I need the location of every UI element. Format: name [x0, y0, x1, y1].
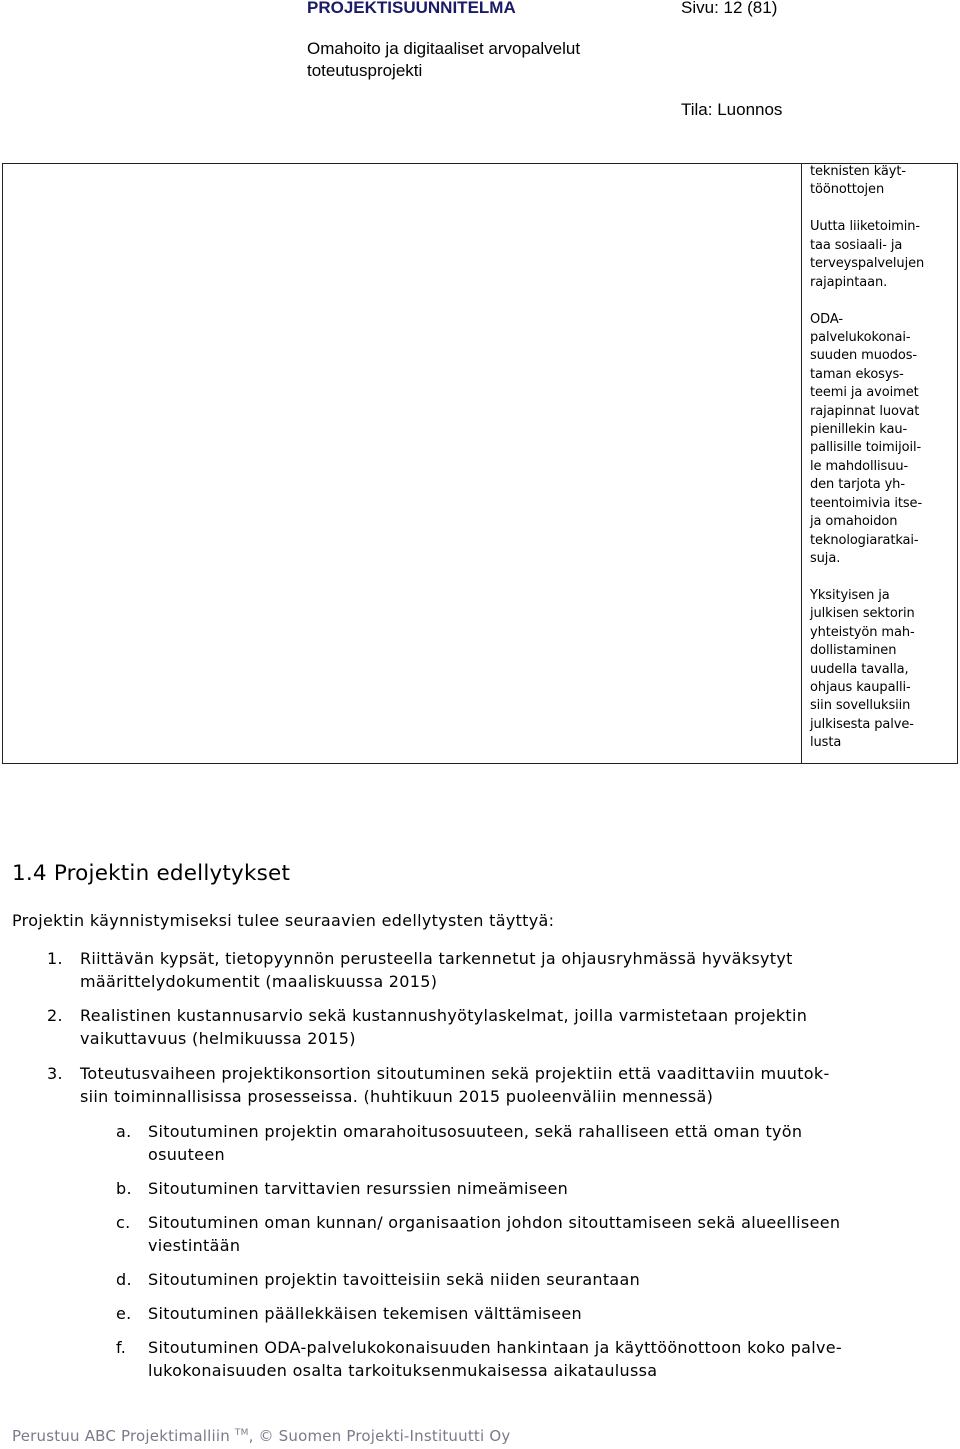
cell-line: julkisen sektorin	[810, 606, 915, 622]
sublist-item-line: Sitoutuminen ODA-palvelukokonaisuuden hankintaan ja käyttöönottoon koko palve-	[148, 1338, 842, 1357]
list-number: 1.	[47, 949, 63, 968]
sublist-item-line: Sitoutuminen oman kunnan/ organisaation johdon sitouttamiseen sekä alueelliseen	[148, 1213, 841, 1232]
sublist-item-text	[148, 1211, 840, 1257]
project-name-line: toteutusprojekti	[307, 61, 423, 80]
sublist-letter: a.	[116, 1122, 132, 1141]
list-number: 2.	[47, 1006, 63, 1025]
cell-line: yhteistyön mah-	[810, 624, 915, 640]
cell-line: suja.	[810, 550, 841, 566]
footer-copyright: , © Suomen Projekti-Instituutti Oy	[248, 1427, 511, 1445]
cell-line: taa sosiaali- ja	[810, 237, 903, 253]
cell-line: ja omahoidon	[810, 514, 898, 530]
sublist-item-line: Sitoutuminen projektin omarahoitusosuuteen, sekä rahalliseen että oman työn	[148, 1122, 803, 1141]
table-column-divider	[801, 163, 802, 764]
sublist-item-text	[148, 1336, 842, 1382]
cell-line: den tarjota yh-	[810, 477, 905, 493]
sublist-letter: b.	[116, 1179, 132, 1198]
cell-line: uudella tavalla,	[810, 661, 909, 677]
sublist-item-line: Sitoutuminen päällekkäisen tekemisen välttämiseen	[148, 1304, 582, 1323]
list-number: 3.	[47, 1064, 63, 1083]
cell-line: suuden muodos-	[810, 348, 917, 364]
cell-line: pienillekin kau-	[810, 422, 908, 438]
cell-line: teknologiaratkai-	[810, 532, 919, 548]
cell-line: palvelukokonai-	[810, 330, 911, 346]
list-item-text	[80, 1062, 830, 1108]
sublist-letter: f.	[116, 1338, 127, 1357]
cell-line: pallisille toimijoil-	[810, 440, 922, 456]
cell-paragraph	[810, 587, 956, 753]
list-item-line: määrittelydokumentit (maaliskuussa 2015)	[80, 972, 438, 991]
sublist-item-line: lukokonaisuuden osalta tarkoituksenmukaisessa aikataulussa	[148, 1361, 658, 1380]
cell-line: rajapinnat luovat	[810, 403, 920, 419]
cell-line: teemi ja avoimet	[810, 385, 919, 401]
cell-line: rajapintaan.	[810, 274, 888, 290]
project-name-line: Omahoito ja digitaaliset arvopalvelut	[307, 39, 581, 58]
project-name	[307, 38, 667, 82]
list-item-line: Riittävän kypsät, tietopyynnön perusteella tarkennetut ja ohjausryhmässä hyväksytyt	[80, 949, 793, 968]
trademark-mark: TM	[234, 1428, 249, 1438]
list-item-text	[80, 947, 793, 993]
cell-line: teentoimivia itse-	[810, 495, 923, 511]
cell-line: ohjaus kaupalli-	[810, 679, 911, 695]
cell-line: dollistaminen	[810, 643, 897, 659]
sublist-letter: d.	[116, 1270, 132, 1289]
cell-line: siin sovelluksiin	[810, 698, 911, 714]
sublist-item-text	[148, 1268, 640, 1291]
section-heading: 1.4 Projektin edellytykset	[12, 861, 291, 886]
list-item-line: Realistinen kustannusarvio sekä kustannushyötylaskelmat, joilla varmistetaan projektin	[80, 1006, 808, 1025]
cell-paragraph	[810, 311, 956, 569]
document-title: PROJEKTISUUNNITELMA	[307, 0, 516, 17]
cell-line: Yksityisen ja	[810, 587, 890, 603]
sublist-item-line: Sitoutuminen tarvittavien resurssien nimeämiseen	[148, 1179, 569, 1198]
cell-paragraph	[810, 218, 956, 292]
cell-line: taman ekosys-	[810, 366, 904, 382]
cell-line: teknisten käyt-	[810, 164, 906, 179]
sublist-item-text	[148, 1177, 568, 1200]
cell-line: ODA-	[810, 311, 843, 327]
list-item-line: Toteutusvaiheen projektikonsortion sitoutuminen sekä projektiin että vaadittaviin muutok-	[80, 1064, 830, 1083]
sublist-item-text	[148, 1302, 582, 1325]
footer-text: Perustuu ABC Projektimalliin	[12, 1427, 230, 1445]
list-item-line: siin toiminnallisissa prosesseissa. (huhtikuun 2015 puoleenväliin mennessä)	[80, 1087, 714, 1106]
list-item-line: vaikuttavuus (helmikuussa 2015)	[80, 1029, 356, 1048]
section-intro: Projektin käynnistymiseksi tulee seuraavien edellytysten täyttyä:	[12, 911, 555, 930]
sublist-item-line: viestintään	[148, 1236, 241, 1255]
table-cell	[810, 163, 956, 771]
cell-line: terveyspalvelujen	[810, 256, 925, 272]
sublist-item-line: osuuteen	[148, 1145, 225, 1164]
sublist-item-line: Sitoutuminen projektin tavoitteisiin sekä niiden seurantaan	[148, 1270, 641, 1289]
list-item-text	[80, 1004, 807, 1050]
page-number: Sivu: 12 (81)	[681, 0, 778, 17]
footer	[12, 1427, 510, 1445]
cell-paragraph	[810, 163, 956, 200]
cell-line: lusta	[810, 735, 842, 751]
cell-line: Uutta liiketoimin-	[810, 219, 921, 235]
document-status: Tila: Luonnos	[681, 100, 783, 119]
cell-line: töönottojen	[810, 182, 885, 198]
sublist-letter: e.	[116, 1304, 132, 1323]
sublist-letter: c.	[116, 1213, 131, 1232]
sublist-item-text	[148, 1120, 802, 1166]
cell-line: le mahdollisuu-	[810, 458, 909, 474]
cell-line: julkisesta palve-	[810, 716, 914, 732]
